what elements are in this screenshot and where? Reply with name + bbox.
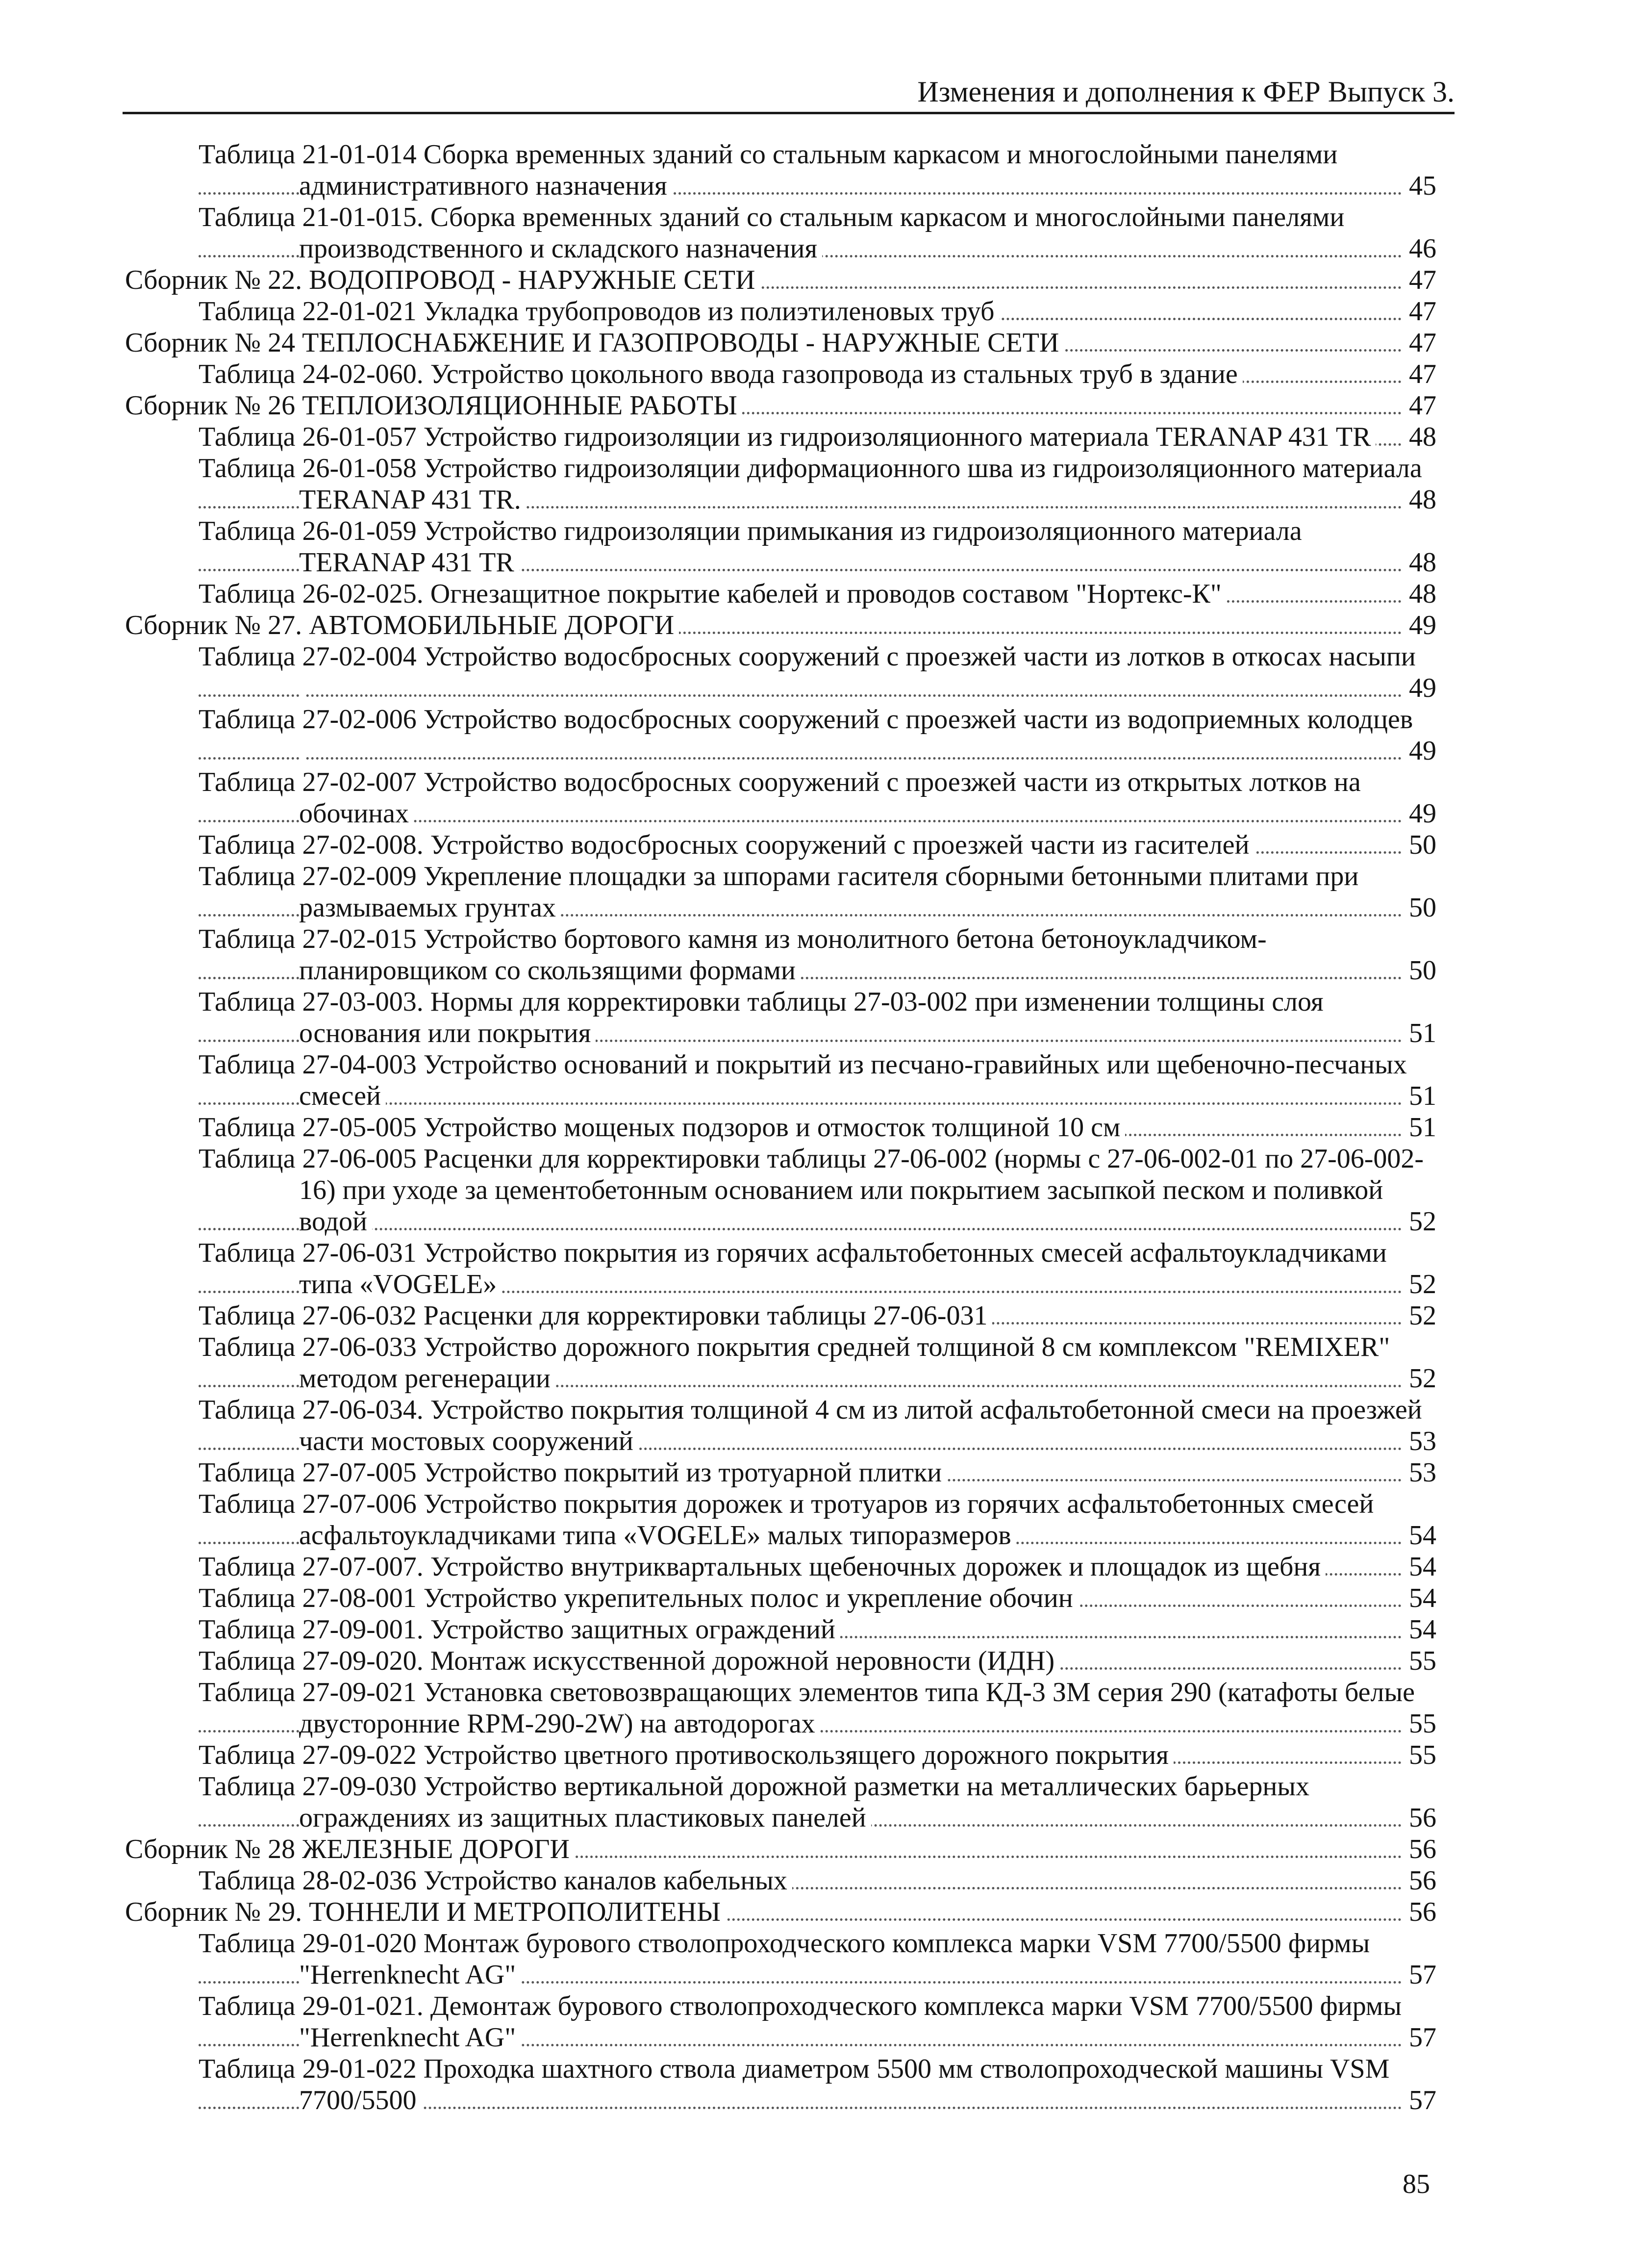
toc-page-number: 52 bbox=[1402, 1206, 1436, 1237]
toc-entry-line bbox=[199, 986, 1436, 1018]
toc-section-entry bbox=[125, 390, 1436, 421]
toc-entry-text: Таблица 29-01-020 Монтаж бурового стволопроходческого комплекса марки VSM 7700/5500 фирмы bbox=[199, 1928, 1375, 1959]
toc-entry-text: асфальтоукладчиками типа «VOGELE» малых типоразмеров bbox=[299, 1520, 1016, 1551]
toc-page-number: 56 bbox=[1402, 1896, 1436, 1928]
toc-entry-line bbox=[199, 1928, 1436, 1959]
toc-entry-line bbox=[199, 1237, 1436, 1269]
toc-table-entry bbox=[199, 139, 1436, 202]
toc-entry-text bbox=[299, 673, 304, 703]
toc-entry-line bbox=[199, 2085, 1436, 2116]
toc-page-number: 56 bbox=[1402, 1802, 1436, 1834]
toc-page-number: 48 bbox=[1402, 421, 1436, 453]
toc-page-number: 46 bbox=[1402, 233, 1436, 264]
toc-entry-line bbox=[199, 170, 1436, 202]
toc-entry-text: Таблица 27-06-032 Расценки для корректировки таблицы 27-06-031 bbox=[199, 1300, 992, 1331]
toc-entry-line bbox=[199, 1206, 1436, 1237]
toc-entry-line bbox=[199, 955, 1436, 986]
toc-entry-line bbox=[199, 1080, 1436, 1112]
toc-table-entry bbox=[199, 1331, 1436, 1394]
toc-entry-text: Сборник № 26 ТЕПЛОИЗОЛЯЦИОННЫЕ РАБОТЫ bbox=[125, 390, 742, 421]
toc-page-number: 48 bbox=[1402, 484, 1436, 515]
toc-entry-text: Таблица 27-07-005 Устройство покрытий из тротуарной плитки bbox=[199, 1457, 947, 1488]
toc-entry-text: Таблица 27-07-006 Устройство покрытия дорожек и тротуаров из горячих асфальтобетонных смесей bbox=[199, 1489, 1379, 1519]
toc-entry-line bbox=[199, 1865, 1436, 1896]
toc-table-entry bbox=[199, 861, 1436, 923]
toc-page-number: 57 bbox=[1402, 2085, 1436, 2116]
toc-entry-line bbox=[199, 735, 1436, 766]
toc-table-entry bbox=[199, 704, 1436, 766]
toc-page-number: 47 bbox=[1402, 296, 1436, 327]
toc-page-number: 50 bbox=[1402, 955, 1436, 986]
toc-entry-line bbox=[199, 1394, 1436, 1426]
toc-table-entry bbox=[199, 1457, 1436, 1488]
toc-table-entry bbox=[199, 515, 1436, 578]
toc-entry-line bbox=[199, 547, 1436, 578]
toc-page-number: 57 bbox=[1402, 2022, 1436, 2053]
toc-entry-text: Таблица 27-04-003 Устройство оснований и покрытий из песчано-гравийных или щебеночно-песчаных bbox=[199, 1049, 1412, 1080]
toc-page-number: 51 bbox=[1402, 1080, 1436, 1112]
toc-entry-line bbox=[199, 1174, 1436, 1206]
toc-entry-text: Таблица 26-02-025. Огнезащитное покрытие кабелей и проводов составом "Нортекс-К" bbox=[199, 579, 1227, 609]
toc-entry-line bbox=[125, 264, 1436, 296]
toc-section-entry bbox=[125, 327, 1436, 358]
toc-entry-line bbox=[199, 1582, 1436, 1614]
toc-entry-text: Таблица 27-09-021 Установка световозвращающих элементов типа КД-3 ЗМ серия 290 (катафоты белые bbox=[199, 1677, 1420, 1707]
toc-table-entry bbox=[199, 358, 1436, 390]
toc-entry-line bbox=[199, 453, 1436, 484]
toc-table-entry bbox=[199, 202, 1436, 264]
header-title: Изменения и дополнения к ФЕР Выпуск 3. bbox=[917, 76, 1455, 108]
toc-page-number: 54 bbox=[1402, 1520, 1436, 1551]
toc-entry-text: Сборник № 27. АВТОМОБИЛЬНЫЕ ДОРОГИ bbox=[125, 610, 679, 640]
toc-entry-line bbox=[199, 1614, 1436, 1645]
toc-entry-line bbox=[199, 1802, 1436, 1834]
toc-entry-text: размываемых грунтах bbox=[299, 892, 561, 923]
toc-entry-line bbox=[199, 1990, 1436, 2022]
toc-entry-line bbox=[199, 1645, 1436, 1677]
toc-entry-text: Таблица 27-06-033 Устройство дорожного покрытия средней толщиной 8 см комплексом "REMIXER" bbox=[199, 1332, 1395, 1362]
toc-entry-text: обочинах bbox=[299, 798, 414, 829]
toc-entry-text: Таблица 27-09-020. Монтаж искусственной дорожной неровности (ИДН) bbox=[199, 1646, 1059, 1676]
toc-page-number: 52 bbox=[1402, 1269, 1436, 1300]
toc-entry-line bbox=[199, 861, 1436, 892]
toc-entry-text: Таблица 26-01-058 Устройство гидроизоляции диформационного шва из гидроизоляционного материала bbox=[199, 453, 1427, 484]
toc-entry-line bbox=[199, 202, 1436, 233]
dot-leader bbox=[199, 1228, 1436, 1230]
toc-table-entry bbox=[199, 923, 1436, 986]
toc-page-number: 55 bbox=[1402, 1739, 1436, 1771]
toc-page-number: 49 bbox=[1402, 610, 1436, 641]
toc-entry-line bbox=[199, 484, 1436, 515]
toc-entry-text: Таблица 21-01-015. Сборка временных зданий со стальным каркасом и многослойными панелями bbox=[199, 202, 1349, 232]
toc-entry-text: планировщиком со скользящими формами bbox=[299, 955, 801, 986]
toc-entry-text: ограждениях из защитных пластиковых панелей bbox=[299, 1803, 871, 1833]
page-header bbox=[123, 74, 1455, 114]
toc-table-entry bbox=[199, 1582, 1436, 1614]
toc-entry-line bbox=[199, 139, 1436, 170]
toc-page-number: 45 bbox=[1402, 170, 1436, 202]
toc-entry-line bbox=[199, 1018, 1436, 1049]
toc-table-entry bbox=[199, 1771, 1436, 1834]
toc-page-number: 56 bbox=[1402, 1834, 1436, 1865]
toc-page-number: 50 bbox=[1402, 829, 1436, 861]
dot-leader bbox=[199, 694, 1436, 697]
toc-entry-text: "Herrenknecht AG" bbox=[299, 2022, 521, 2053]
toc-entry-text: Таблица 27-03-003. Нормы для корректировки таблицы 27-03-002 при изменении толщины слоя bbox=[199, 987, 1329, 1017]
toc-entry-line bbox=[199, 578, 1436, 610]
toc-table-entry bbox=[199, 1112, 1436, 1143]
toc-table-entry bbox=[199, 1488, 1436, 1551]
toc-entry-text: Таблица 27-06-031 Устройство покрытия из горячих асфальтобетонных смесей асфальтоукладчиками bbox=[199, 1238, 1392, 1268]
toc-entry-text: административного назначения bbox=[299, 171, 672, 201]
toc-page-number: 53 bbox=[1402, 1426, 1436, 1457]
toc-entry-text: Таблица 29-01-022 Проходка шахтного ствола диаметром 5500 мм стволопроходческой машины VSM bbox=[199, 2054, 1394, 2084]
toc-entry-line bbox=[199, 1708, 1436, 1739]
toc-entry-text: Таблица 26-01-059 Устройство гидроизоляции примыкания из гидроизоляционного материала bbox=[199, 516, 1307, 546]
toc-page-number: 52 bbox=[1402, 1363, 1436, 1394]
toc-entry-line bbox=[199, 923, 1436, 955]
toc-entry-line bbox=[199, 672, 1436, 704]
toc-entry-line bbox=[199, 515, 1436, 547]
toc-table-entry bbox=[199, 1049, 1436, 1112]
toc-entry-line bbox=[125, 1896, 1436, 1928]
toc-entry-text: 7700/5500 bbox=[299, 2085, 422, 2115]
toc-entry-line bbox=[199, 1426, 1436, 1457]
toc-entry-text: типа «VOGELE» bbox=[299, 1269, 502, 1300]
toc-entry-text: Таблица 27-02-004 Устройство водосбросных сооружений с проезжей части из лотков в откосах насыпи bbox=[199, 641, 1421, 672]
toc-page-number: 53 bbox=[1402, 1457, 1436, 1488]
toc-table-entry bbox=[199, 421, 1436, 453]
toc-entry-text: 16) при уходе за цементобетонным основанием или покрытием засыпкой песком и поливкой bbox=[299, 1175, 1388, 1205]
toc-entry-text: "Herrenknecht AG" bbox=[299, 1960, 521, 1990]
toc-page-number: 47 bbox=[1402, 264, 1436, 296]
page-number: 85 bbox=[1403, 2169, 1430, 2199]
toc-entry-line bbox=[125, 327, 1436, 358]
toc-entry-text: Таблица 26-01-057 Устройство гидроизоляции из гидроизоляционного материала TERANAP 431 TR bbox=[199, 422, 1376, 452]
toc-table-entry bbox=[199, 1614, 1436, 1645]
toc-section-entry bbox=[125, 264, 1436, 296]
toc-table-entry bbox=[199, 766, 1436, 829]
toc-entry-text: Таблица 27-02-006 Устройство водосбросных сооружений с проезжей части из водоприемных колодцев bbox=[199, 704, 1418, 735]
toc-entry-text: основания или покрытия bbox=[299, 1018, 596, 1048]
toc-entry-line bbox=[199, 1771, 1436, 1802]
toc-entry-line bbox=[199, 766, 1436, 798]
toc-table-entry bbox=[199, 1237, 1436, 1300]
toc-entry-line bbox=[199, 1049, 1436, 1080]
toc-table-entry bbox=[199, 1928, 1436, 1990]
toc-page-number: 55 bbox=[1402, 1645, 1436, 1677]
toc-entry-text: части мостовых сооружений bbox=[299, 1426, 638, 1456]
toc-entry-line bbox=[199, 829, 1436, 861]
dot-leader bbox=[199, 757, 1436, 760]
toc-page-number: 48 bbox=[1402, 578, 1436, 610]
toc-page-number: 48 bbox=[1402, 547, 1436, 578]
toc-entry-line bbox=[199, 798, 1436, 829]
toc-page-number: 54 bbox=[1402, 1551, 1436, 1582]
toc-entry-line bbox=[199, 1269, 1436, 1300]
toc-table-entry bbox=[199, 986, 1436, 1049]
toc-entry-line bbox=[199, 1331, 1436, 1363]
toc-table-entry bbox=[199, 1143, 1436, 1237]
toc-entry-line bbox=[199, 1520, 1436, 1551]
toc-entry-text: Таблица 27-09-030 Устройство вертикальной дорожной разметки на металлических барьерных bbox=[199, 1771, 1314, 1802]
toc-entry-text: производственного и складского назначения bbox=[299, 233, 822, 264]
toc-entry-line bbox=[199, 358, 1436, 390]
toc-entry-line bbox=[199, 1300, 1436, 1331]
toc-table-entry bbox=[199, 829, 1436, 861]
toc-entry-line bbox=[199, 1143, 1436, 1174]
toc-page-number: 54 bbox=[1402, 1582, 1436, 1614]
toc-table-entry bbox=[199, 1551, 1436, 1582]
toc-table-entry bbox=[199, 578, 1436, 610]
toc-page-number: 54 bbox=[1402, 1614, 1436, 1645]
toc-table-entry bbox=[199, 1300, 1436, 1331]
toc-entry-line bbox=[199, 1457, 1436, 1488]
toc-page-number: 51 bbox=[1402, 1112, 1436, 1143]
toc-table-entry bbox=[199, 296, 1436, 327]
toc-table-entry bbox=[199, 1865, 1436, 1896]
toc-entry-text: Таблица 27-06-005 Расценки для корректировки таблицы 27-06-002 (нормы с 27-06-002-01 по 27-06-002- bbox=[199, 1144, 1429, 1174]
toc-page-number: 57 bbox=[1402, 1959, 1436, 1990]
toc-entry-text: Сборник № 29. ТОННЕЛИ И МЕТРОПОЛИТЕНЫ bbox=[125, 1897, 726, 1927]
toc-section-entry bbox=[125, 1896, 1436, 1928]
toc-entry-line bbox=[199, 1677, 1436, 1708]
toc-entry-text: Таблица 27-02-007 Устройство водосбросных сооружений с проезжей части из открытых лотков на bbox=[199, 767, 1366, 797]
toc-entry-text: Таблица 28-02-036 Устройство каналов кабельных bbox=[199, 1865, 792, 1896]
toc-entry-text: Таблица 27-06-034. Устройство покрытия толщиной 4 см из литой асфальтобетонной смеси на проезжей bbox=[199, 1395, 1427, 1425]
toc-entry-line bbox=[199, 1488, 1436, 1520]
toc-table-entry bbox=[199, 1990, 1436, 2053]
toc-entry-text: Таблица 22-01-021 Укладка трубопроводов из полиэтиленовых труб bbox=[199, 296, 999, 327]
toc-entry-text: Таблица 27-07-007. Устройство внутриквартальных щебеночных дорожек и площадок из щебня bbox=[199, 1552, 1326, 1582]
toc-entry-text bbox=[299, 736, 304, 766]
toc-entry-line bbox=[199, 2053, 1436, 2085]
toc-table-entry bbox=[199, 1677, 1436, 1739]
toc-entry-line bbox=[199, 704, 1436, 735]
toc-page-number: 55 bbox=[1402, 1708, 1436, 1739]
toc-table-entry bbox=[199, 453, 1436, 515]
toc-entry-text: Таблица 27-02-015 Устройство бортового камня из монолитного бетона бетоноукладчиком- bbox=[199, 924, 1272, 954]
toc-entry-text: водой bbox=[299, 1206, 372, 1237]
toc-entry-text: Таблица 27-05-005 Устройство мощеных подзоров и отмосток толщиной 10 см bbox=[199, 1112, 1125, 1143]
toc-entry-text: Таблица 27-08-001 Устройство укрепительных полос и укрепление обочин bbox=[199, 1583, 1078, 1613]
toc-entry-line bbox=[199, 1551, 1436, 1582]
toc-entry-line bbox=[199, 641, 1436, 672]
toc-entry-text: Таблица 27-02-009 Укрепление площадки за шпорами гасителя сборными бетонными плитами при bbox=[199, 861, 1363, 892]
toc-entry-line bbox=[199, 233, 1436, 264]
toc-table-entry bbox=[199, 641, 1436, 704]
toc-page-number: 47 bbox=[1402, 358, 1436, 390]
toc-entry-text: Таблица 27-09-001. Устройство защитных ограждений bbox=[199, 1614, 840, 1645]
toc-entry-line bbox=[199, 1739, 1436, 1771]
toc-entry-text: Сборник № 24 ТЕПЛОСНАБЖЕНИЕ И ГАЗОПРОВОДЫ - НАРУЖНЫЕ СЕТИ bbox=[125, 328, 1064, 358]
toc-entry-line bbox=[125, 390, 1436, 421]
toc-entry-text: TERANAP 431 TR bbox=[299, 547, 519, 578]
toc-section-entry bbox=[125, 1834, 1436, 1865]
toc-entry-text: Таблица 24-02-060. Устройство цокольного ввода газопровода из стальных труб в здание bbox=[199, 359, 1243, 389]
toc-entry-text: Сборник № 28 ЖЕЛЕЗНЫЕ ДОРОГИ bbox=[125, 1834, 575, 1864]
toc-page-number: 49 bbox=[1402, 672, 1436, 704]
toc-entry-line bbox=[199, 1363, 1436, 1394]
toc-page-number: 51 bbox=[1402, 1018, 1436, 1049]
toc-table-entry bbox=[199, 2053, 1436, 2116]
toc-entry-text: смесей bbox=[299, 1081, 386, 1111]
toc-page-number: 56 bbox=[1402, 1865, 1436, 1896]
toc-entry-line bbox=[199, 1112, 1436, 1143]
toc-entry-text: Таблица 29-01-021. Демонтаж бурового стволопроходческого комплекса марки VSM 7700/5500 фирмы bbox=[199, 1991, 1406, 2021]
toc-page-number: 47 bbox=[1402, 327, 1436, 358]
toc-table-entry bbox=[199, 1739, 1436, 1771]
toc-page-number: 52 bbox=[1402, 1300, 1436, 1331]
toc-table-entry bbox=[199, 1394, 1436, 1457]
toc-entry-text: Сборник № 22. ВОДОПРОВОД - НАРУЖНЫЕ СЕТИ bbox=[125, 265, 760, 295]
toc-entry-text: Таблица 27-09-022 Устройство цветного противоскользящего дорожного покрытия bbox=[199, 1740, 1174, 1770]
toc-page-number: 50 bbox=[1402, 892, 1436, 923]
toc-entry-text: методом регенерации bbox=[299, 1363, 555, 1394]
toc-table-entry bbox=[199, 1645, 1436, 1677]
toc-page-number: 47 bbox=[1402, 390, 1436, 421]
toc-entry-text: Таблица 21-01-014 Сборка временных зданий со стальным каркасом и многослойными панелями bbox=[199, 139, 1342, 170]
toc-entry-text: Таблица 27-02-008. Устройство водосбросных сооружений с проезжей части из гасителей bbox=[199, 830, 1254, 860]
toc-section-entry bbox=[125, 610, 1436, 641]
toc-page-number: 49 bbox=[1402, 735, 1436, 766]
toc-entry-line bbox=[199, 2022, 1436, 2053]
toc-entry-line bbox=[199, 296, 1436, 327]
toc-entry-line bbox=[199, 892, 1436, 923]
toc-entry-line bbox=[199, 421, 1436, 453]
toc-entry-line bbox=[199, 1959, 1436, 1990]
toc-entry-line bbox=[125, 1834, 1436, 1865]
toc-entry-line bbox=[125, 610, 1436, 641]
toc-page-number: 49 bbox=[1402, 798, 1436, 829]
toc-entry-text: TERANAP 431 TR. bbox=[299, 484, 526, 515]
toc-entry-text: двусторонние RPM-290-2W) на автодорогах bbox=[299, 1708, 820, 1739]
